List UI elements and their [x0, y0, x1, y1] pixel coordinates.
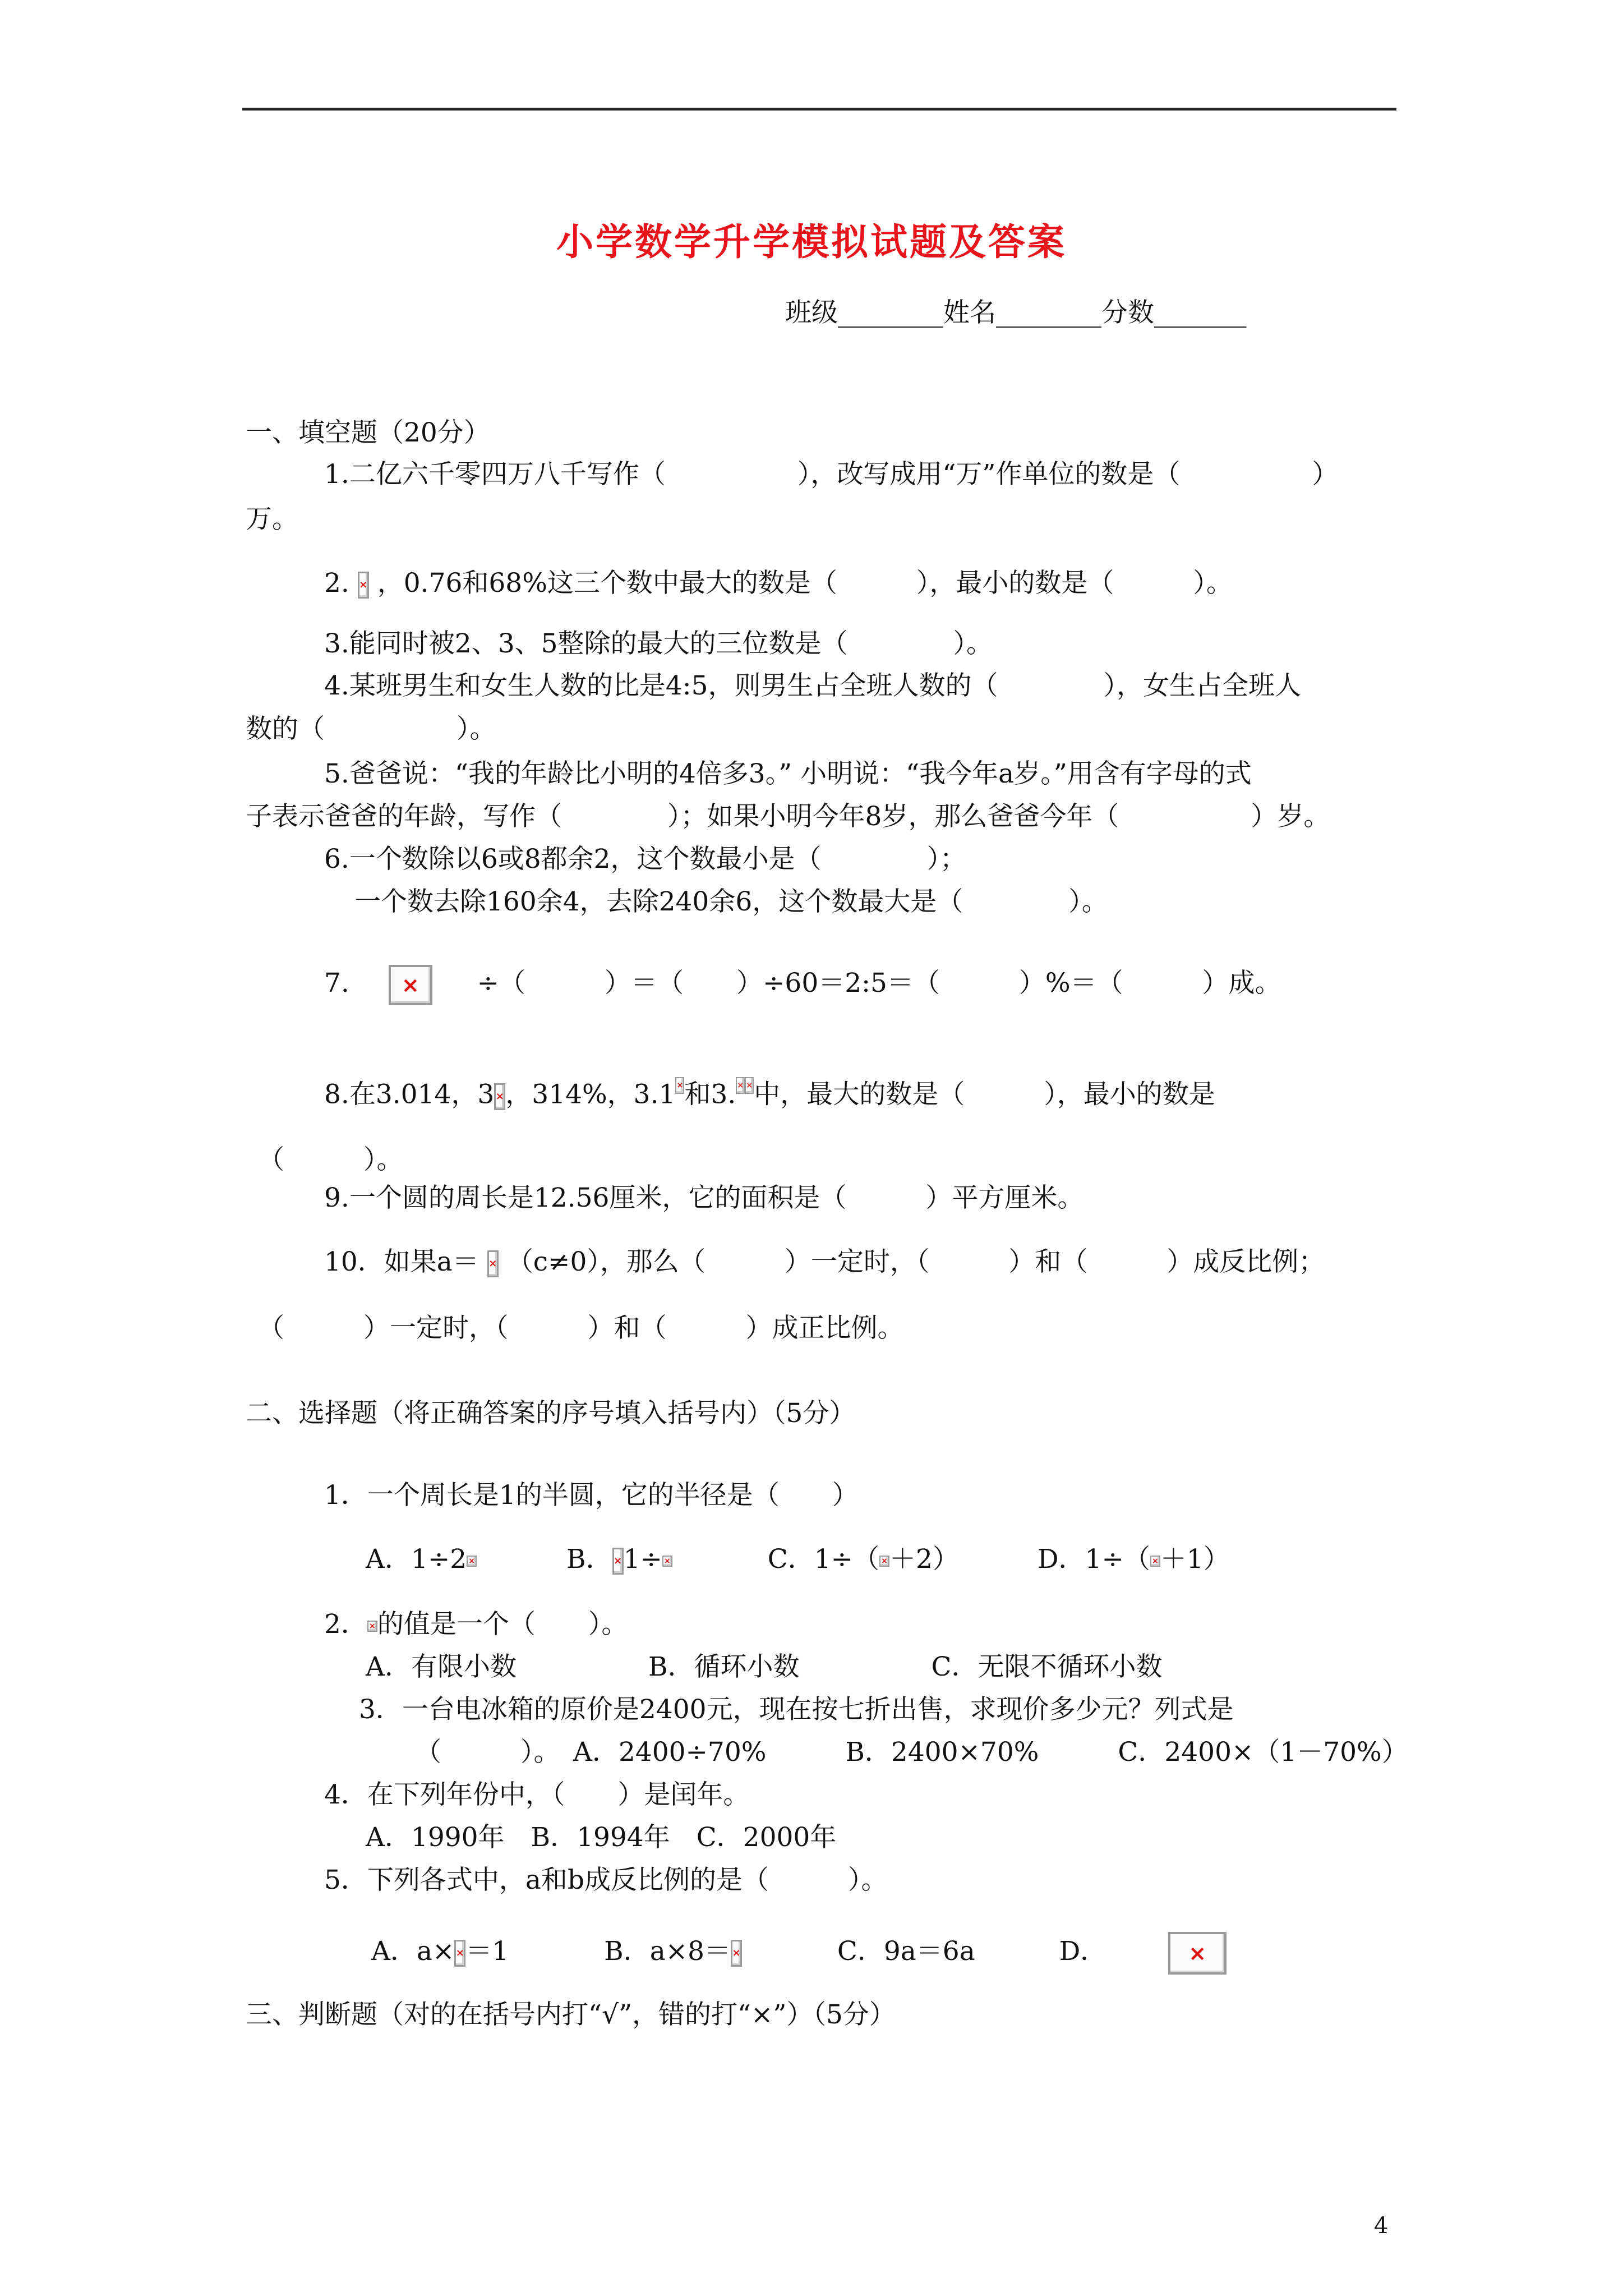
q2-text: ，0.76和68%这三个数中最大的数是（ ），最小的数是（ ）。 [377, 568, 1233, 599]
q7-prefix: 7. [324, 968, 349, 999]
broken-image-icon: × [736, 1077, 745, 1094]
s2-q1-option-d-pre: D．1÷（ [1037, 1544, 1150, 1575]
page-number: 4 [1374, 2213, 1389, 2239]
s2-q5-option-b-pre: B．a×8＝ [604, 1936, 731, 1967]
q4-line1: 4.某班男生和女生人数的比是4:5，则男生占全班人数的（ ），女生占全班人 [324, 670, 1301, 701]
s2-q2-prefix: 2． [324, 1609, 367, 1640]
q7-text: ÷（ ）＝（ ）÷60＝2:5＝（ ）%＝（ ）成。 [477, 968, 1281, 999]
section2-heading: 二、选择题（将正确答案的序号填入括号内）（5分） [246, 1398, 856, 1429]
s2-q5-option-d: D． [1059, 1936, 1107, 1967]
q5-line2: 子表示爸爸的年龄，写作（ ）；如果小明今年8岁，那么爸爸今年（ ）岁。 [246, 801, 1330, 832]
q9-line: 9.一个圆的周长是12.56厘米，它的面积是（ ）平方厘米。 [324, 1182, 1084, 1213]
broken-image-icon: × [1168, 1932, 1227, 1975]
s2-q2-text: 的值是一个（ ）。 [377, 1609, 628, 1640]
s2-q2-options: A．有限小数 B．循环小数 C．无限不循环小数 [366, 1651, 1163, 1682]
q8-part-a: 8.在3.014，3 [324, 1079, 495, 1110]
section3-heading: 三、判断题（对的在括号内打“√”，错的打“×”）（5分） [246, 1999, 896, 2030]
q10-part-a: 10．如果a＝ [324, 1246, 479, 1277]
s2-q5-option-c: C．9a＝6a [837, 1936, 975, 1967]
s2-q1-option-a: A．1÷2 [366, 1544, 467, 1575]
q10-part-b: （c≠0），那么（ ）一定时，（ ）和（ ）成反比例； [506, 1246, 1325, 1277]
s2-q1-option-c-pre: C．1÷（ [767, 1544, 880, 1575]
broken-image-icon: × [879, 1556, 889, 1567]
q2-line [324, 567, 1233, 600]
broken-image-icon: × [389, 965, 432, 1005]
q3-line: 3.能同时被2、3、5整除的最大的三位数是（ ）。 [324, 628, 993, 659]
q1-line1: 1.二亿六千零四万八千写作（ ），改写成用“万”作单位的数是（ ） [324, 459, 1339, 490]
q4-line2: 数的（ ）。 [246, 714, 496, 744]
q6-line1: 6.一个数除以6或8都余2，这个数最小是（ ）； [324, 844, 967, 875]
broken-image-icon: × [745, 1077, 754, 1094]
s2-q5-option-a-pre: A．a× [371, 1936, 455, 1967]
broken-image-icon: × [662, 1556, 672, 1567]
q8-line1 [324, 1077, 1215, 1112]
s2-q3-line2: （ ）。 A．2400÷70% B．2400×70% C．2400×（1－70%） [415, 1737, 1408, 1768]
s2-q5-line: 5．下列各式中，a和b成反比例的是（ ）。 [324, 1865, 888, 1895]
q8-part-d: 中，最大的数是（ ），最小的数是 [754, 1079, 1215, 1110]
section1-heading: 一、填空题（20分） [246, 417, 490, 448]
header-rule [242, 108, 1396, 111]
q8-line2: （ ）。 [258, 1144, 403, 1175]
q6-line2: 一个数去除160余4，去除240余6，这个数最大是（ ）。 [354, 886, 1108, 917]
header-fields: 班级________姓名________分数_______ [785, 297, 1247, 328]
broken-image-icon: × [358, 572, 369, 599]
broken-image-icon: × [367, 1621, 377, 1632]
broken-image-icon: × [675, 1077, 684, 1094]
s2-q1-line: 1．一个周长是1的半圆，它的半径是（ ） [324, 1480, 859, 1511]
q8-part-b: ，314%，3.1 [505, 1079, 676, 1110]
q5-line1: 5.爸爸说：“我的年龄比小明的4倍多3。” 小明说：“我今年a岁。”用含有字母的式 [324, 758, 1252, 789]
broken-image-icon: × [487, 1250, 499, 1277]
s2-q5-options [371, 1932, 1227, 1975]
s2-q4-line: 4．在下列年份中，（ ）是闰年。 [324, 1779, 750, 1810]
broken-image-icon: × [494, 1083, 505, 1110]
broken-image-icon: × [1150, 1556, 1160, 1567]
broken-image-icon: × [731, 1940, 742, 1967]
broken-image-icon: × [467, 1556, 477, 1567]
s2-q1-options [366, 1543, 1230, 1576]
s2-q1-option-b-text: 1÷ [623, 1544, 662, 1575]
q8-part-c: 和3. [684, 1079, 736, 1110]
q10-line2: （ ）一定时，（ ）和（ ）成正比例。 [258, 1313, 904, 1343]
s2-q4-options: A．1990年 B．1994年 C．2000年 [366, 1822, 837, 1853]
s2-q5-option-a-post: ＝1 [465, 1936, 509, 1967]
s2-q2-line [324, 1608, 628, 1641]
broken-image-icon: × [454, 1940, 465, 1967]
q10-line1 [324, 1245, 1325, 1279]
s2-q3-line1: 3．一台电冰箱的原价是2400元，现在按七折出售，求现价多少元？列式是 [359, 1694, 1234, 1725]
q2-prefix: 2. [324, 568, 349, 599]
exam-title: 小学数学升学模拟试题及答案 [556, 220, 1067, 264]
s2-q1-option-d-post: ＋1） [1160, 1544, 1230, 1575]
s2-q1-option-b-label: B． [566, 1544, 612, 1575]
broken-image-icon: × [612, 1548, 624, 1575]
s2-q1-option-c-post: ＋2） [889, 1544, 959, 1575]
q1-line2: 万。 [246, 504, 298, 535]
q7-line [324, 965, 1281, 1005]
